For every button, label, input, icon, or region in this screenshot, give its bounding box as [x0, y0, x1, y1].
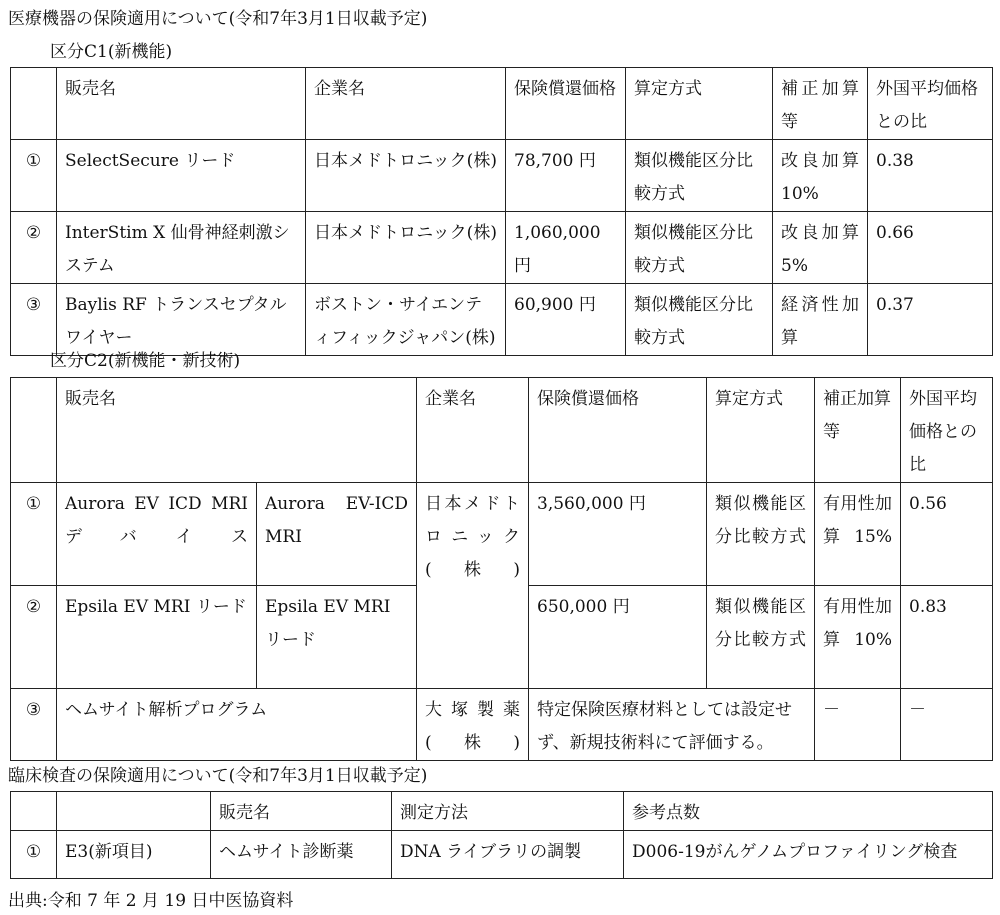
col-header-price: 保険償還価格 — [529, 378, 707, 483]
row-number: ① — [11, 831, 57, 879]
col-header-method: 算定方式 — [626, 68, 773, 140]
product-name: SelectSecure リード — [57, 140, 306, 212]
col-header-price: 保険償還価格 — [506, 68, 626, 140]
calc-method: 類似機能区分比較方式 — [707, 586, 815, 689]
company-name: 日本メドトロニック(株) — [306, 212, 506, 284]
col-header-company: 企業名 — [306, 68, 506, 140]
calc-method: 類似機能区分比較方式 — [707, 483, 815, 586]
col-header-ratio: 外国平均価格との比 — [901, 378, 993, 483]
reference-points: D006-19がんゲノムプロファイリング検査 — [624, 831, 993, 879]
col-header-product: 販売名 — [57, 68, 306, 140]
product-name: Epsila EV MRI リード — [57, 586, 257, 689]
row-number: ① — [11, 140, 57, 212]
calc-method: 類似機能区分比較方式 — [626, 284, 773, 356]
table-row — [11, 212, 993, 284]
col-header-method: 算定方式 — [707, 378, 815, 483]
table-header-row — [11, 378, 993, 483]
row-number: ② — [11, 212, 57, 284]
price-ratio: 0.83 — [901, 586, 993, 689]
col-header-product: 販売名 — [211, 792, 392, 831]
col-header-ratio: 外国平均価格との比 — [868, 68, 993, 140]
lab-section-title: 臨床検査の保険適用について(令和7年3月1日収載予定) — [8, 766, 428, 786]
adjustment: － — [815, 689, 901, 761]
company-name: 日本メドトロニック(株) — [306, 140, 506, 212]
test-item: E3(新項目) — [57, 831, 211, 879]
price-ratio: 0.38 — [868, 140, 993, 212]
price-ratio: 0.37 — [868, 284, 993, 356]
row-number: ① — [11, 483, 57, 586]
adjustment: 有用性加算 15% — [815, 483, 901, 586]
product-name: InterStim X 仙骨神経刺激システム — [57, 212, 306, 284]
product-model: Epsila EV MRI リード — [257, 586, 417, 689]
c1-section-title: 区分C1(新機能) — [50, 42, 173, 62]
row-number: ② — [11, 586, 57, 689]
calc-method: 類似機能区分比較方式 — [626, 212, 773, 284]
company-name: ボストン・サイエンティフィックジャパン(株) — [306, 284, 506, 356]
price: 1,060,000円 — [506, 212, 626, 284]
row-number: ③ — [11, 689, 57, 761]
calc-method: 類似機能区分比較方式 — [626, 140, 773, 212]
row-number: ③ — [11, 284, 57, 356]
product-name: ヘムサイト解析プログラム — [57, 689, 417, 761]
product-name: ヘムサイト診断薬 — [211, 831, 392, 879]
lab-table — [10, 791, 993, 879]
price: 650,000 円 — [529, 586, 707, 689]
price-ratio: 0.56 — [901, 483, 993, 586]
price: 60,900 円 — [506, 284, 626, 356]
table-row — [11, 284, 993, 356]
adjustment: 経済性加算 — [773, 284, 868, 356]
price: 78,700 円 — [506, 140, 626, 212]
c1-table — [10, 67, 993, 356]
table-header-row — [11, 792, 993, 831]
col-header-adjust: 補正加算等 — [773, 68, 868, 140]
col-header-points: 参考点数 — [624, 792, 993, 831]
measurement-method: DNA ライブラリの調製 — [392, 831, 624, 879]
adjustment: 改良加算5% — [773, 212, 868, 284]
c2-table — [10, 377, 993, 761]
table-header-row — [11, 68, 993, 140]
price: 3,560,000 円 — [529, 483, 707, 586]
price-ratio: － — [901, 689, 993, 761]
product-name: Baylis RF トランスセプタルワイヤー — [57, 284, 306, 356]
adjustment: 改良加算 10% — [773, 140, 868, 212]
company-name: 大塚製薬(株) — [417, 689, 529, 761]
doc-title: 医療機器の保険適用について(令和7年3月1日収載予定) — [8, 9, 428, 29]
c2-section-title: 区分C2(新機能・新技術) — [50, 351, 241, 371]
col-header-adjust: 補正加算等 — [815, 378, 901, 483]
pricing-note: 特定保険医療材料としては設定せず、新規技術料にて評価する。 — [529, 689, 815, 761]
price-ratio: 0.66 — [868, 212, 993, 284]
col-header-product: 販売名 — [57, 378, 417, 483]
company-name: 日本メドトロニック(株) — [417, 483, 529, 689]
table-row — [11, 483, 993, 586]
product-name: Aurora EV ICD MRI デバイス — [57, 483, 257, 586]
col-header-method: 測定方法 — [392, 792, 624, 831]
table-row — [11, 689, 993, 761]
source-note: 出典:令和 7 年 2 月 19 日中医協資料 — [8, 891, 294, 911]
table-row — [11, 831, 993, 879]
table-row — [11, 140, 993, 212]
col-header-company: 企業名 — [417, 378, 529, 483]
adjustment: 有用性加算 10% — [815, 586, 901, 689]
product-model: Aurora EV-ICD MRI — [257, 483, 417, 586]
